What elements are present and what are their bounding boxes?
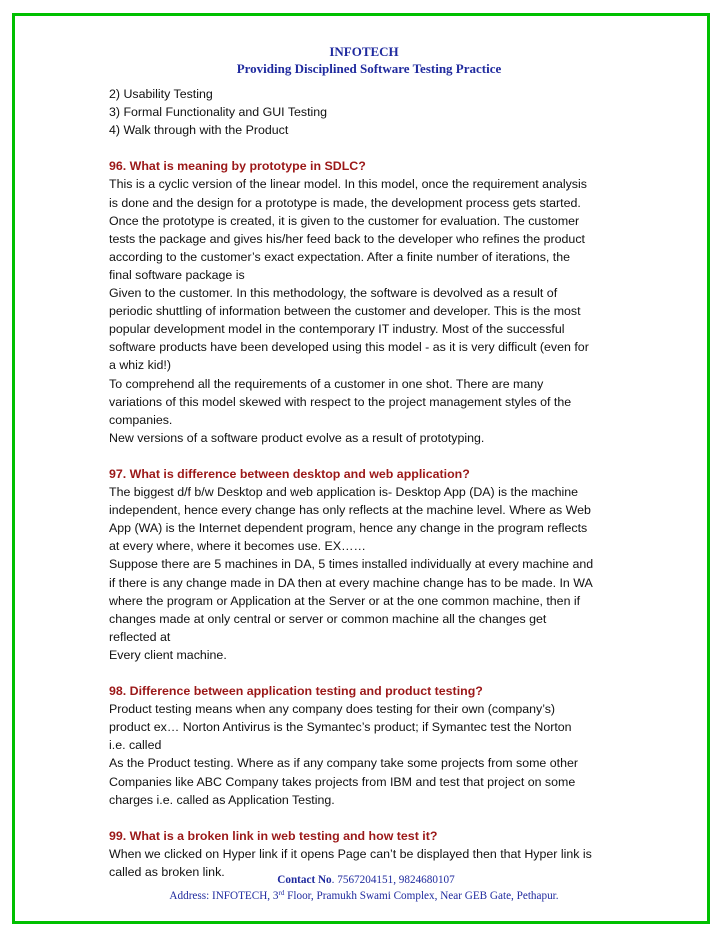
answer-line: changes made at only central or server or common machine all the changes get [109,611,547,626]
question-heading: 99. What is a broken link in web testing and how test it? [109,828,438,843]
list-item: 2) Usability Testing [109,87,213,101]
answer-line: a whiz kid!) [109,358,171,373]
answer-line: periodic shuttling of information between the customer and developer. This is the most [109,304,581,319]
answer-line: variations of this model skewed with respect to the project management styles of the [109,394,572,409]
answer-line: Given to the customer. In this methodology, the software is devolved as a result of [109,286,558,301]
question-heading: 96. What is meaning by prototype in SDLC? [109,159,366,174]
answer-line: When we clicked on Hyper link if it opens Page can’t be displayed then that Hyper link is [109,846,592,861]
answer-line: To comprehend all the requirements of a customer in one shot. There are many [109,376,544,391]
answer-line: companies. [109,412,173,427]
answer-line: popular development model in the contemporary IT industry. Most of the successful [109,322,565,337]
answer-line: product ex… Norton Antivirus is the Symantec’s product; if Symantec test the Norton [109,720,572,735]
answer-line: tests the package and gives his/her feed back to the developer who refines the product [109,231,585,246]
contact-numbers: . 7567204151, 9824680107 [331,874,455,886]
answer-line: Product testing means when any company does testing for their own (company’s) [109,702,556,717]
answer-line: is done and the design for a prototype is made, the development process gets started. [109,195,581,210]
answer-line: Once the prototype is created, it is given to the customer for evaluation. The customer [109,213,580,228]
question-96 [109,157,621,447]
address-suffix: Floor, Pramukh Swami Complex, Near GEB Gate, Pethapur. [284,890,559,902]
answer-line: at every where, where it becomes use. EX…… [109,539,366,554]
answer-line: The biggest d/f b/w Desktop and web application is- Desktop App (DA) is the machine [109,485,579,500]
answer-line: Every client machine. [109,647,227,662]
answer-line: if there is any change made in DA then at every machine change has to be made. In WA [109,575,593,590]
document-body [109,85,621,881]
contact-label: Contact No [277,874,332,886]
answer-line: Suppose there are 5 machines in DA, 5 times installed individually at every machine and [109,557,594,572]
address-prefix: Address: INFOTECH, 3 [169,890,279,902]
answer-line: software products have been developed using this model - as it is very difficult (even for [109,340,589,355]
answer-line: App (WA) is the Internet dependent program, hence any change in the program reflects [109,521,588,536]
list-item: 4) Walk through with the Product [109,123,289,138]
answer-line: Companies like ABC Company takes projects from IBM and test that project on some [109,774,576,789]
answer-line: according to the customer’s exact expectation. After a finite number of iterations, the [109,249,571,264]
question-97 [109,465,621,664]
answer-line: New versions of a software product evolve as a result of prototyping. [109,430,485,445]
question-heading: 97. What is difference between desktop and web application? [109,466,470,481]
page-header [0,43,728,77]
answer-line: charges i.e. called as Application Testing. [109,792,335,807]
answer-line: i.e. called [109,738,162,753]
intro-list [109,85,621,139]
footer-address [0,888,728,904]
question-98 [109,682,621,809]
answer-line: independent, hence every change has only reflects at the machine level. Where as Web [109,503,591,518]
question-heading: 98. Difference between application testing and product testing? [109,684,483,699]
footer-contact [0,872,728,888]
address-ordinal: rd [278,889,285,897]
answer-line: final software package is [109,267,245,282]
list-item: 3) Formal Functionality and GUI Testing [109,105,328,120]
answer-line: where the program or Application at the Server or at the one common machine, then if [109,593,581,608]
answer-line: As the Product testing. Where as if any company take some projects from some other [109,756,578,771]
answer-line: This is a cyclic version of the linear model. In this model, once the requirement analysis [109,177,587,192]
page-footer [0,872,728,904]
header-title: INFOTECH [329,44,399,59]
answer-line: reflected at [109,629,171,644]
answer-line: called as broken link. [109,865,225,880]
header-subtitle: Providing Disciplined Software Testing Practice [236,61,502,76]
